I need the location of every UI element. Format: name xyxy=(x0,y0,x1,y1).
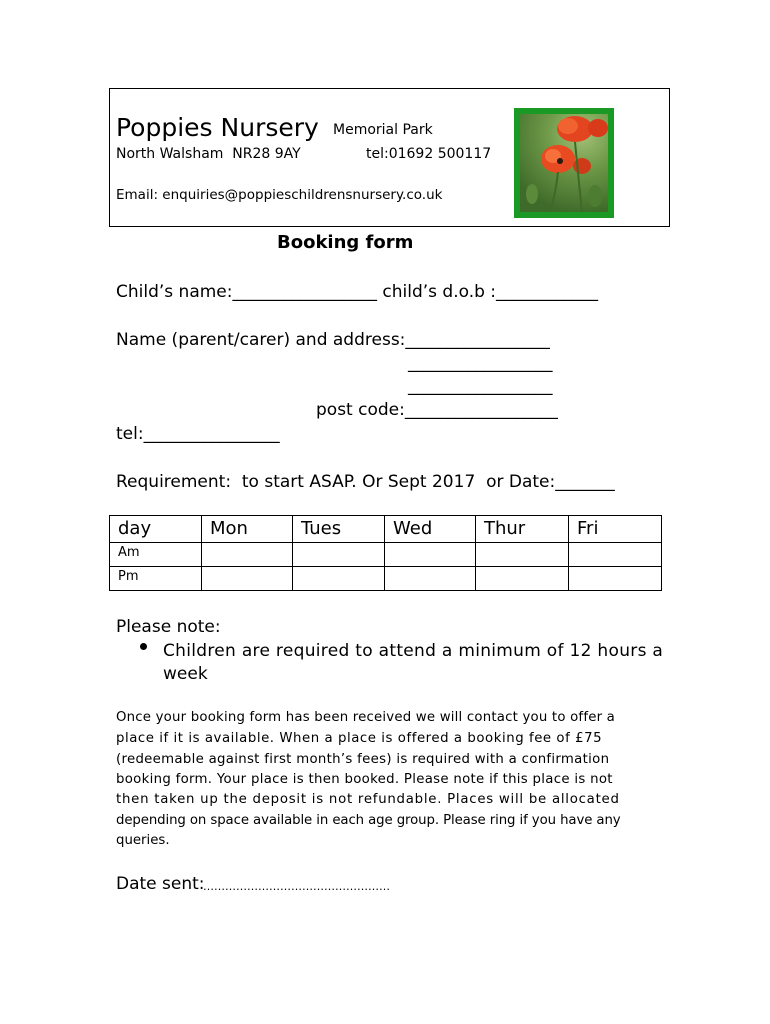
info-paragraph-line: then taken up the deposit is not refundable. Places will be allocated xyxy=(116,792,620,807)
row-label-pm: Pm xyxy=(110,567,202,591)
header-tues: Tues xyxy=(293,516,385,543)
phone: tel:01692 500117 xyxy=(366,146,492,162)
table-row xyxy=(110,567,662,591)
requirement-field[interactable]: Requirement: to start ASAP. Or Sept 2017 or Date:_______ xyxy=(116,472,615,492)
minimum-hours-note-cont: week xyxy=(163,664,208,684)
form-title: Booking form xyxy=(277,232,414,253)
info-paragraph-line: booking form. Your place is then booked. Please note if this place is not xyxy=(116,772,613,787)
schedule-table xyxy=(109,515,662,591)
cell-am-mon[interactable] xyxy=(202,543,293,567)
cell-am-wed[interactable] xyxy=(385,543,476,567)
poppy-photo-icon xyxy=(514,108,614,218)
header-day: day xyxy=(110,516,202,543)
cell-am-tues[interactable] xyxy=(293,543,385,567)
bullet-icon xyxy=(140,643,147,650)
info-paragraph-line: (redeemable against first month’s fees) is required with a confirmation xyxy=(116,752,610,767)
info-paragraph-line: Once your booking form has been received we will contact you to offer a xyxy=(116,710,616,725)
info-paragraph-line: queries. xyxy=(116,833,170,848)
nursery-title: Poppies Nursery xyxy=(116,113,319,142)
cell-am-fri[interactable] xyxy=(569,543,662,567)
info-paragraph-line: place if it is available. When a place is offered a booking fee of £75 xyxy=(116,731,603,746)
date-sent-field[interactable]: …………………………………………… xyxy=(203,880,390,893)
table-header-row xyxy=(110,516,662,543)
cell-pm-wed[interactable] xyxy=(385,567,476,591)
postcode-field[interactable]: post code:__________________ xyxy=(316,400,558,420)
header-fri: Fri xyxy=(569,516,662,543)
cell-am-thur[interactable] xyxy=(476,543,569,567)
header-thur: Thur xyxy=(476,516,569,543)
address-line-2[interactable]: _________________ xyxy=(408,353,553,373)
minimum-hours-note: Children are required to attend a minimum of 12 hours a xyxy=(163,641,664,661)
cell-pm-tues[interactable] xyxy=(293,567,385,591)
poppy-flowers-icon xyxy=(520,114,608,212)
cell-pm-fri[interactable] xyxy=(569,567,662,591)
email: Email: enquiries@poppieschildrensnursery.co.uk xyxy=(116,187,443,203)
header-wed: Wed xyxy=(385,516,476,543)
tel-field[interactable]: tel:________________ xyxy=(116,424,280,444)
date-sent-label: Date sent: xyxy=(116,874,205,894)
town-postcode: North Walsham NR28 9AY xyxy=(116,146,301,162)
header-mon: Mon xyxy=(202,516,293,543)
row-label-am: Am xyxy=(110,543,202,567)
park-name: Memorial Park xyxy=(333,122,433,138)
info-paragraph-line: depending on space available in each age group. Please ring if you have any xyxy=(116,813,621,828)
cell-pm-mon[interactable] xyxy=(202,567,293,591)
cell-pm-thur[interactable] xyxy=(476,567,569,591)
table-row xyxy=(110,543,662,567)
child-name-field[interactable]: Child’s name:_________________ child’s d.o.b :____________ xyxy=(116,282,599,302)
address-line-3[interactable]: _________________ xyxy=(408,376,553,396)
notes-heading: Please note: xyxy=(116,617,221,637)
parent-address-field[interactable]: Name (parent/carer) and address:_________________ xyxy=(116,330,550,350)
